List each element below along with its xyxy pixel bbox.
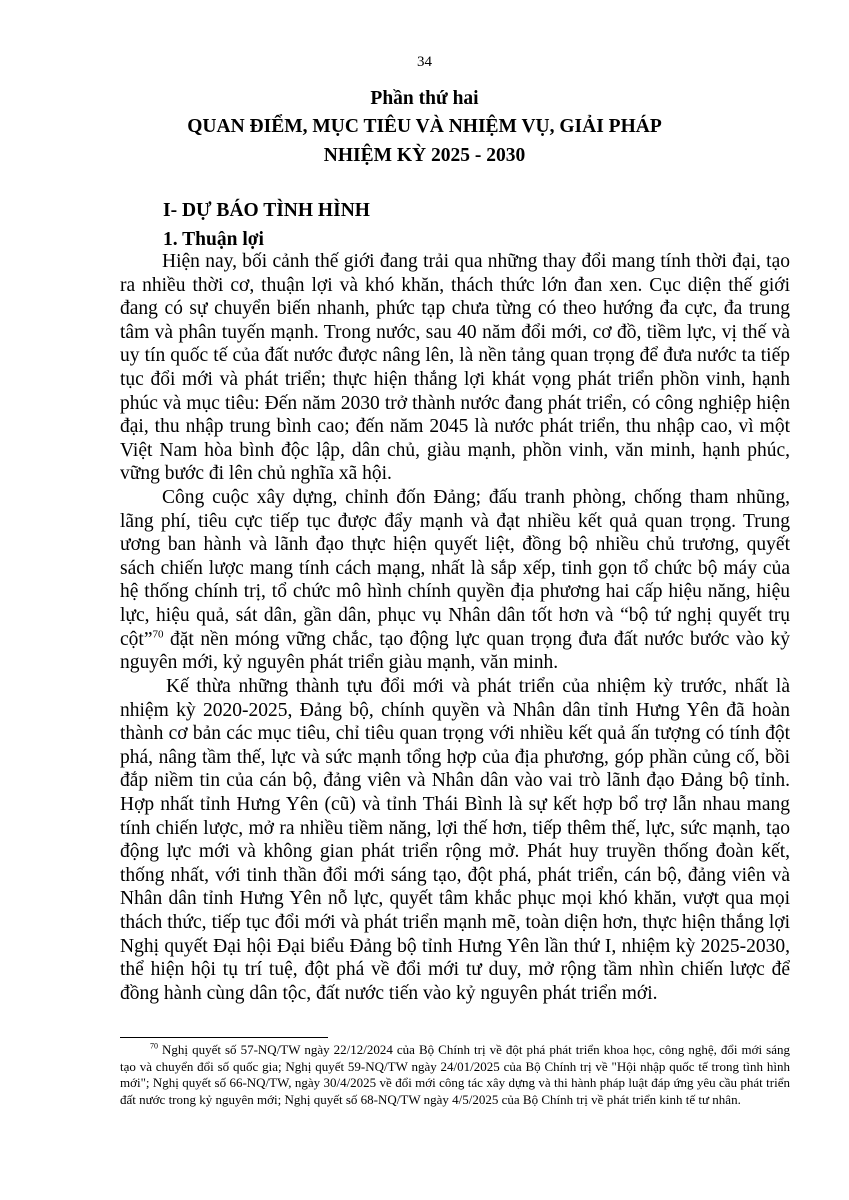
paragraph-2-text: Công cuộc xây dựng, chỉnh đốn Đảng; đấu tranh phòng, chống tham nhũng, lãng phí, tiêu cực tiếp tục được đẩy mạnh và đạt nhiều kết quả quan trọng. Trung ương ban hành và lãnh đạo thực hiện quyết liệt, đồng bộ nhiều chủ trương, quyết sách chiến lược mang tính cách mạng, nhất là sắp xếp, tinh gọn tổ chức bộ máy của hệ thống chính trị, tổ chức mô hình chính quyền địa phương hai cấp hiệu năng, hiệu lực, hiệu quả, sát dân, gần dân, phục vụ Nhân dân tốt hơn và “bộ tứ nghị quyết trụ cột” — [120, 487, 790, 650]
part-title: QUAN ĐIỂM, MỤC TIÊU VÀ NHIỆM VỤ, GIẢI PHÁP — [187, 116, 662, 137]
footnote-reference: 70 — [152, 628, 164, 641]
footnote-mark: 70 — [150, 1041, 158, 1051]
page-number: 34 — [417, 54, 432, 70]
footnote-divider — [120, 1037, 328, 1038]
paragraph-2-text-cont: đặt nền móng vững chắc, tạo động lực quan trọng đưa đất nước bước vào kỷ nguyên mới, kỷ nguyên phát triển giàu mạnh, văn minh. — [120, 628, 790, 674]
footnote — [120, 1042, 790, 1108]
part-term: NHIỆM KỲ 2025 - 2030 — [323, 145, 526, 166]
paragraph-2 — [120, 486, 790, 675]
section-title: I- DỰ BÁO TÌNH HÌNH — [163, 200, 370, 221]
paragraph-3: Kế thừa những thành tựu đổi mới và phát triển của nhiệm kỳ trước, nhất là nhiệm kỳ 2020-2025, Đảng bộ, chính quyền và Nhân dân tỉnh Hưng Yên đã hoàn thành cơ bản các mục tiêu, chỉ tiêu quan trọng với nhiều kết quả ấn tượng có tính đột phá, nâng tầm thế, lực và sức mạnh tổng hợp của địa phương, góp phần củng cố, bồi đắp niềm tin của cán bộ, đảng viên và Nhân dân vào vai trò lãnh đạo Đảng bộ tỉnh. Hợp nhất tỉnh Hưng Yên (cũ) và tỉnh Thái Bình là sự kết hợp bổ trợ lẫn nhau mang tính chiến lược, mở ra nhiều tiềm năng, lợi thế hơn, tiếp thêm thế, lực, sức mạnh, tạo động lực mới và không gian phát triển rộng mở. Phát huy truyền thống đoàn kết, thống nhất, với tinh thần đổi mới sáng tạo, đột phá, phát triển, cán bộ, đảng viên và Nhân dân tỉnh Hưng Yên nỗ lực, quyết tâm khắc phục mọi khó khăn, vượt qua mọi thách thức, tiếp tục đổi mới và phát triển mạnh mẽ, toàn diện hơn, thực hiện thắng lợi Nghị quyết Đại hội Đại biểu Đảng bộ tỉnh Hưng Yên lần thứ I, nhiệm kỳ 2025-2030, thể hiện hội tụ trí tuệ, đột phá về đổi mới tư duy, mở rộng tầm nhìn chiến lược để đồng hành cùng dân tộc, đất nước tiến vào kỷ nguyên phát triển mới. — [120, 676, 790, 1004]
part-heading: Phần thứ hai — [370, 88, 479, 109]
subsection-title: 1. Thuận lợi — [163, 229, 264, 250]
footnote-text: Nghị quyết số 57-NQ/TW ngày 22/12/2024 của Bộ Chính trị về đột phá phát triển khoa học, công nghệ, đổi mới sáng tạo và chuyển đổi số quốc gia; Nghị quyết 59-NQ/TW ngày 24/01/2025 của Bộ Chính trị về "Hội nhập quốc tế trong tình hình mới"; Nghị quyết số 66-NQ/TW, ngày 30/4/2025 về đổi mới công tác xây dựng và thi hành pháp luật đáp ứng yêu cầu phát triển đất nước trong kỷ nguyên mới; Nghị quyết số 68-NQ/TW ngày 4/5/2025 của Bộ Chính trị về phát triển kinh tế tư nhân. — [120, 1042, 790, 1107]
paragraph-1: Hiện nay, bối cảnh thế giới đang trải qua những thay đổi mang tính thời đại, tạo ra nhiều thời cơ, thuận lợi và khó khăn, thách thức lớn đan xen. Cục diện thế giới đang có sự chuyển biến nhanh, phức tạp chưa từng có theo hướng đa cực, đa trung tâm và phân tuyến mạnh. Trong nước, sau 40 năm đổi mới, cơ đồ, tiềm lực, vị thế và uy tín quốc tế của đất nước được nâng lên, là nền tảng quan trọng để đưa nước ta tiếp tục đổi mới và phát triển; thực hiện thắng lợi khát vọng phát triển phồn vinh, hạnh phúc và mục tiêu: Đến năm 2030 trở thành nước đang phát triển, có công nghiệp hiện đại, thu nhập trung bình cao; đến năm 2045 là nước phát triển, thu nhập cao, vì một Việt Nam hòa bình độc lập, dân chủ, giàu mạnh, phồn vinh, văn minh, hạnh phúc, vững bước đi lên chủ nghĩa xã hội. — [120, 251, 790, 485]
